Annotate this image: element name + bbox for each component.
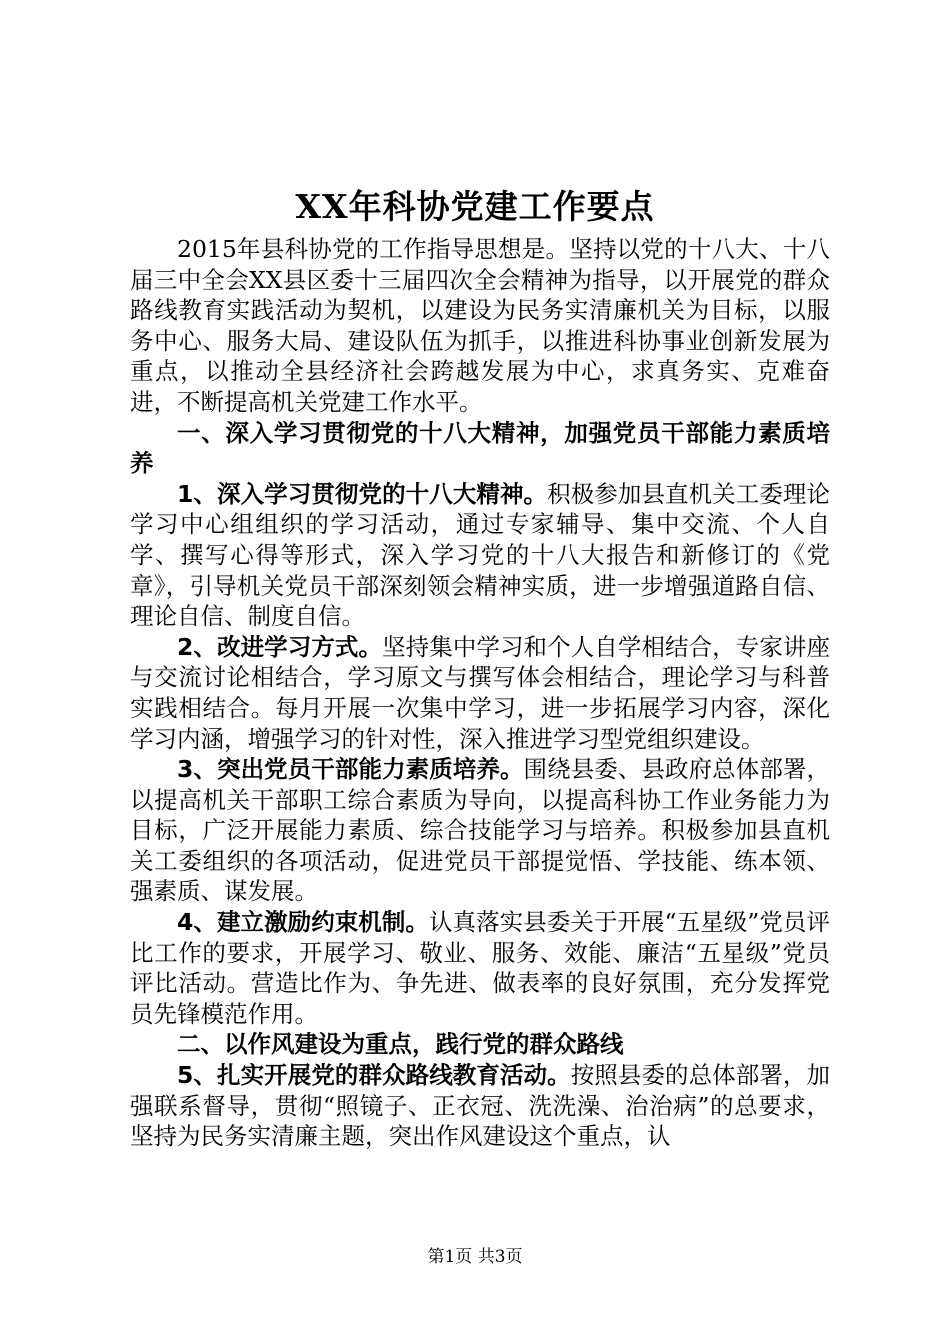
item-text-1: 积极参加县直机关工委理论学习中心组组织的学习活动，通过专家辅导、集中交流、个人自学、撰写心得等形式，深入学习党的十八大报告和新修订的《党章》，引导机关党员干部深刻领会精神实质，进一步增强道路自信、理论自信、制度自信。	[130, 479, 830, 631]
document-title: XX年科协党建工作要点	[295, 187, 655, 226]
item-lead-5: 5、扎实开展党的群众路线教育活动。	[177, 1061, 571, 1090]
item-text-3: 围绕县委、县政府总体部署，以提高机关干部职工综合素质为导向，以提高科协工作业务能力为目标，广泛开展能力素质、综合技能学习与培养。积极参加县直机关工委组织的各项活动，促进党员干部提觉悟、学技能、练本领、强素质、谋发展。	[130, 755, 830, 906]
intro-paragraph: 2015年县科协党的工作指导思想是。坚持以党的十八大、十八届三中全会XX县区委十三届四次全会精神为指导，以开展党的群众路线教育实践活动为契机，以建设为民务实清廉机关为目标，以服务中心、服务大局、建设队伍为抓手，以推进科协事业创新发展为重点，以推动全县经济社会跨越发展为中心，求真务实、克难奋进，不断提高机关党建工作水平。	[130, 235, 830, 416]
item-lead-2: 2、改进学习方式。	[177, 632, 383, 661]
item-paragraph-5	[130, 1060, 830, 1152]
item-paragraph-2	[130, 632, 830, 754]
section-heading-2: 二、以作风建设为重点，践行党的群众路线	[177, 1030, 624, 1059]
item-paragraph-3	[130, 754, 830, 907]
section-heading-1: 一、深入学习贯彻党的十八大精神，加强党员干部能力素质培养	[130, 418, 830, 478]
item-text-5: 按照县委的总体部署，加强联系督导，贯彻“照镜子、正衣冠、洗洗澡、治治病”的总要求，坚持为民务实清廉主题，突出作风建设这个重点，认	[130, 1061, 830, 1151]
item-lead-4: 4、建立激励约束机制。	[177, 908, 429, 937]
item-paragraph-4	[130, 907, 830, 1029]
item-lead-1: 1、深入学习贯彻党的十八大精神。	[177, 479, 548, 508]
document-body	[130, 234, 830, 1152]
item-paragraph-1	[130, 479, 830, 632]
item-text-4: 认真落实县委关于开展“五星级”党员评比工作的要求，开展学习、敬业、服务、效能、廉洁“五星级”党员评比活动。营造比作为、争先进、做表率的良好氛围，充分发挥党员先锋模范作用。	[130, 908, 830, 1028]
item-lead-3: 3、突出党员干部能力素质培养。	[177, 755, 524, 784]
page-footer: 第1页 共3页	[427, 1247, 523, 1267]
item-text-2: 坚持集中学习和个人自学相结合，专家讲座与交流讨论相结合，学习原文与撰写体会相结合，理论学习与科普实践相结合。每月开展一次集中学习，进一步拓展学习内容，深化学习内涵，增强学习的针对性，深入推进学习型党组织建设。	[130, 632, 831, 753]
